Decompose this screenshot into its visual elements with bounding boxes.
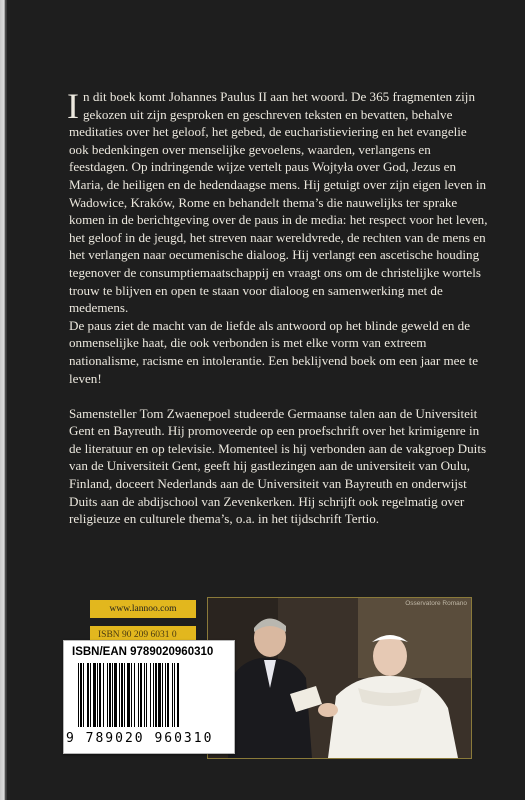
- author-bio: Samensteller Tom Zwaenepoel studeerde Germaanse talen aan de Universiteit Gent en Bayreuth. Hij promoveerde op een proefschrift over het krimigenre in de literatuur en op televisie. Momenteel is hij verbonden aan de vakgroep Duits van de Universiteit Gent, geeft hij gastlezingen aan de universiteit van Oulu, Finland, doceert Nederlands aan de Universiteit van Bayreuth en onderwijst Duits aan de abdijschool van Zevenkerken. Hij schrijft ook regelmatig over religieuze en culturele thema’s, o.a. in het tijdschrift Tertio.: [69, 405, 487, 527]
- drop-cap: I: [67, 86, 79, 126]
- barcode-icon: [74, 663, 224, 731]
- photo-illustration: [208, 598, 471, 758]
- publisher-url: www.lannoo.com: [90, 600, 196, 618]
- cover-panel: [6, 0, 525, 800]
- barcode-sticker: [63, 640, 235, 754]
- blurb-paragraph-2: De paus ziet de macht van de liefde als antwoord op het blinde geweld en de onmenselijke haat, die ook verbonden is met elke vorm van extreem nationalisme, racisme en intolerantie. Een beklijvend boek om een jaar mee te leven!: [69, 317, 479, 386]
- barcode-digits: 9 789020 960310: [66, 731, 214, 746]
- publisher-isbn: ISBN 90 209 6031 0: [90, 626, 196, 644]
- photo-caption: Osservatore Romano: [405, 600, 467, 607]
- blurb-paragraph-1: [69, 88, 489, 317]
- blurb-text: [69, 88, 489, 528]
- cover-photo: [207, 597, 472, 759]
- barcode-label: ISBN/EAN 9789020960310: [72, 646, 214, 658]
- blurb-paragraph-1-text: n dit boek komt Johannes Paulus II aan het woord. De 365 fragmenten zijn gekozen uit zijn gesproken en geschreven teksten en bevatten, behalve meditaties over het geloof, het gebed, de eucharistieviering en het evangelie ook bedenkingen over menselijke gevoelens, waarden, verlangens en feestdagen. Op indringende wijze vertelt paus Wojtyła over God, Jezus en Maria, de heiligen en de hedendaagse mens. Hij getuigt over zijn eigen leven in Wadowice, Kraków, Rome en behandelt thema’s die nauwelijks ter sprake komen in de berichtgeving over de paus in de media: het respect voor het leven, het geloof in de jeugd, het streven naar wereldvrede, de rechten van de mens en het verlangen naar oecumenische dialoog. Hij verlangt een ascetische houding tegenover de consumptiemaatschappij en vraagt ons om de christelijke wortels trouw te blijven en open te staan voor dialoog en samenwerking met de medemens.: [69, 89, 488, 316]
